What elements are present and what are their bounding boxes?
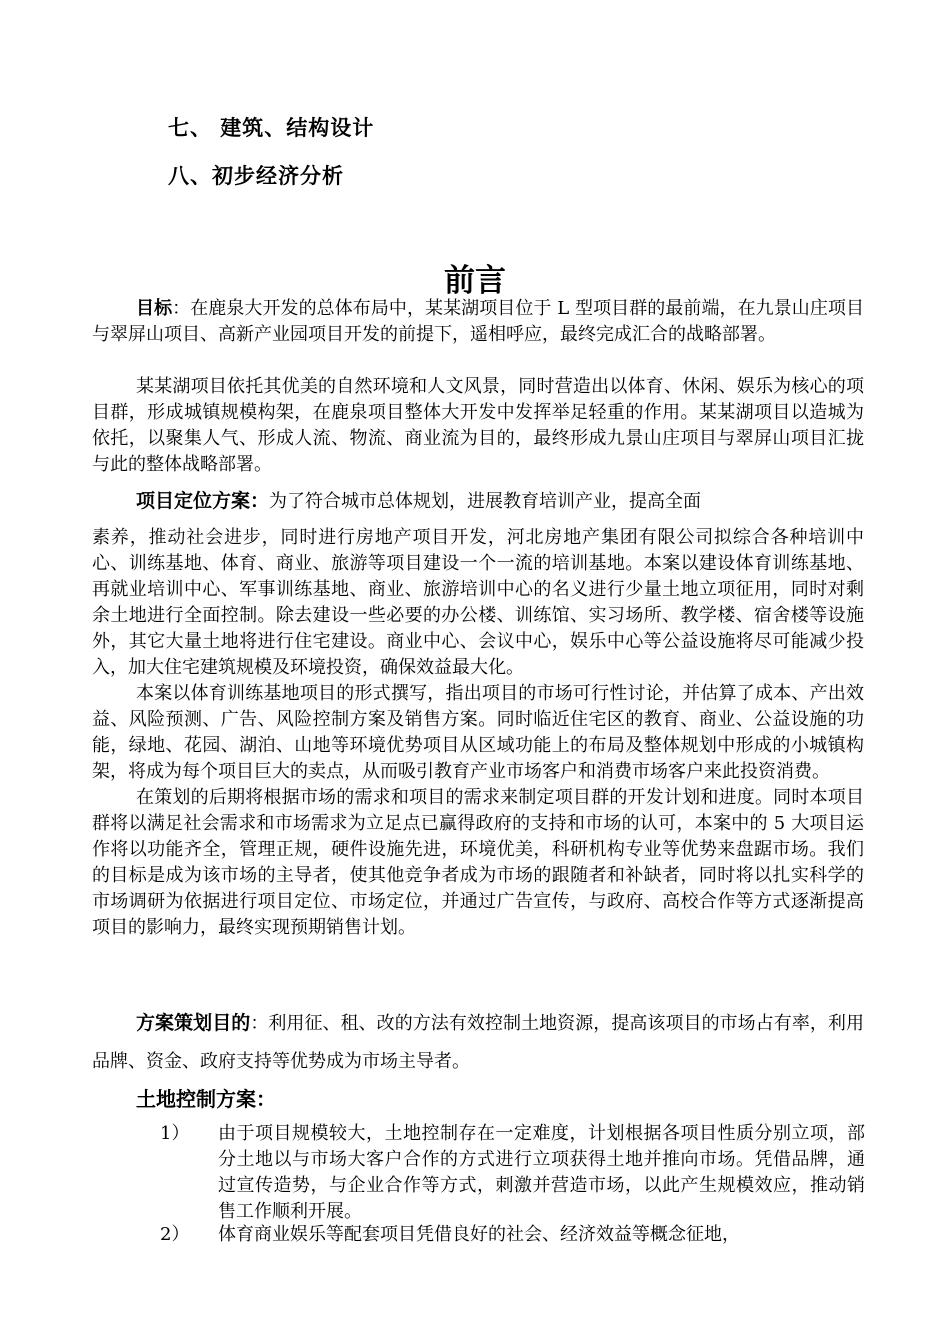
positioning-first-text: 为了符合城市总体规划，进展教育培训产业，提高全面 [269, 491, 702, 512]
list-number: 2） [160, 1224, 190, 1245]
purpose-label: 方案策划目的 [136, 1012, 251, 1034]
list-item [160, 1222, 865, 1248]
goal-text: ：在鹿泉大开发的总体布局中，某某湖项目位于 L 型项目群的最前端，在九景山庄项目与翠屏山项目、高新产业园项目开发的前提下，遥相呼应，最终完成汇合的战略部署。 [92, 298, 864, 345]
positioning-paragraph-2: 本案以体育训练基地项目的形式撰写，指出项目的市场可行性讨论，并估算了成本、产出效益、风险预测、广告、风险控制方案及销售方案。同时临近住宅区的教育、商业、公益设施的功能，绿地、花园、湖泊、山地等环境优势项目从区域功能上的布局及整体规划中形成的小城镇构架，将成为每个项目巨大的卖点，从而吸引教育产业市场客户和消费市场客户来此投资消费。 [92, 683, 864, 782]
positioning-label: 项目定位方案： [136, 490, 270, 512]
toc-item-7: 七、 建筑、结构设计 [168, 116, 375, 140]
list-text: 由于项目规模较大，土地控制存在一定难度，计划根据各项目性质分别立项，部分土地以与市场大客户合作的方式进行立项获得土地并推向市场。凭借品牌，通过宣传造势，与企业合作等方式，刺激并营造市场，以此产生规模效应，推动销售工作顺利开展。 [218, 1123, 865, 1222]
positioning-section [92, 482, 864, 941]
intro-paragraph: 某某湖项目依托其优美的自然环境和人文风景，同时营造出以体育、休闲、娱乐为核心的项目群，形成城镇规模构架，在鹿泉项目整体大开发中发挥举足轻重的作用。某某湖项目以造城为依托，以聚集人气、形成人流、物流、商业流为目的，最终形成九景山庄项目与翠屏山项目汇拢与此的整体战略部署。 [92, 376, 864, 475]
land-control-heading: 土地控制方案： [136, 1087, 276, 1111]
goal-paragraph [92, 296, 864, 348]
positioning-paragraph-3: 在策划的后期将根据市场的需求和项目的需求来制定项目群的开发计划和进度。同时本项目群将以满足社会需求和市场需求为立足点已赢得政府的支持和市场的认可，本案中的 5 大项目运作将以功能齐全，管理正规，硬件设施先进，环境优美，科研机构专业等优势来盘踞市场。我们的目标是成为该市场的主导者，使其他竞争者成为市场的跟随者和补缺者，同时将以扎实科学的市场调研为依据进行项目定位、市场定位，并通过广告宣传，与政府、高校合作等方式逐渐提高项目的影响力，最终实现预期销售计划。 [92, 787, 864, 938]
list-item [160, 1121, 865, 1225]
goal-label: 目标 [136, 298, 173, 319]
page-title: 前言 [444, 263, 506, 299]
purpose-paragraph [92, 1004, 864, 1081]
toc-item-8: 八、初步经济分析 [168, 164, 344, 188]
purpose-text: ：利用征、租、改的方法有效控制土地资源，提高该项目的市场占有率，利用品牌、资金、政府支持等优势成为市场主导者。 [92, 1013, 864, 1072]
list-text: 体育商业娱乐等配套项目凭借良好的社会、经济效益等概念征地， [218, 1224, 740, 1245]
positioning-body: 素养，推动社会进步，同时进行房地产项目开发，河北房地产集团有限公司拟综合各种培训中心、训练基地、体育、商业、旅游等项目建设一个一流的培训基地。本案以建设体育训练基地、再就业培训中心、军事训练基地、商业、旅游培训中心的名义进行少量土地立项征用，同时对剩余土地进行全面控制。除去建设一些必要的办公楼、训练馆、实习场所、教学楼、宿舍楼等设施外，其它大量土地将进行住宅建设。商业中心、会议中心，娱乐中心等公益设施将尽可能减少投入，加大住宅建筑规模及环境投资，确保效益最大化。 [92, 527, 864, 678]
positioning-first-line [92, 482, 864, 521]
list-number: 1） [160, 1123, 190, 1144]
